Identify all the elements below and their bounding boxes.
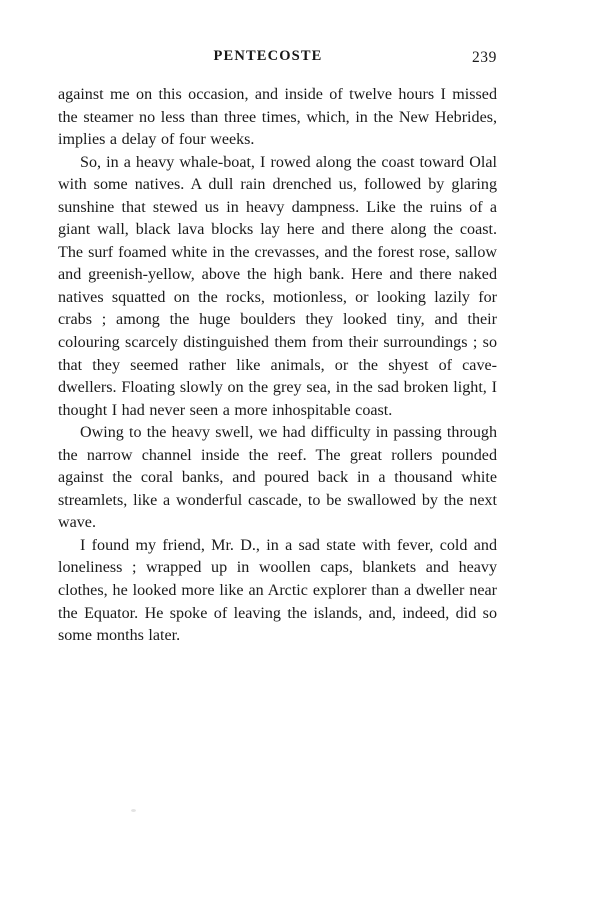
paragraph: I found my friend, Mr. D., in a sad state with fever, cold and loneliness ; wrapped up in woollen caps, blankets and heavy clothes, he looked more like an Arctic explorer than a dweller near the Equator. He spoke of leaving the islands, and, indeed, did so some months later. <box>58 536 497 645</box>
running-head <box>58 48 497 72</box>
paragraph: Owing to the heavy swell, we had difficulty in passing through the narrow channel inside the reef. The great rollers pounded against the coral banks, and poured back in a thousand white streamlets, like a wonderful cascade, to be swallowed by the next wave. <box>58 424 497 532</box>
paragraph: So, in a heavy whale-boat, I rowed along the coast toward Olal with some natives. A dull rain drenched us, followed by glaring sunshine that stewed us in heavy dampness. Like the ruins of a giant wall, black lava blocks lay here and there along the coast. The surf foamed white in the crevasses, and the forest rose, sallow and greenish-yellow, above the high bank. Here and there naked natives squatted on the rocks, motionless, or looking lazily for crabs ; among the huge boulders they looked tiny, and their colouring scarcely distinguished them from their surroundings ; so that they seemed rather like animals, or the shyest of cave-dwellers. Floating slowly on the grey sea, in the sad broken light, I thought I had never seen a more inhospitable coast. <box>58 153 497 419</box>
running-head-title: PENTECOSTE <box>213 48 323 64</box>
paragraph: against me on this occasion, and inside of twelve hours I missed the steamer no less than three times, which, in the New Hebrides, implies a delay of four weeks. <box>58 86 497 149</box>
page-number: 239 <box>471 49 497 66</box>
scan-artifact-speck <box>131 809 136 812</box>
body-text-block <box>58 84 497 648</box>
